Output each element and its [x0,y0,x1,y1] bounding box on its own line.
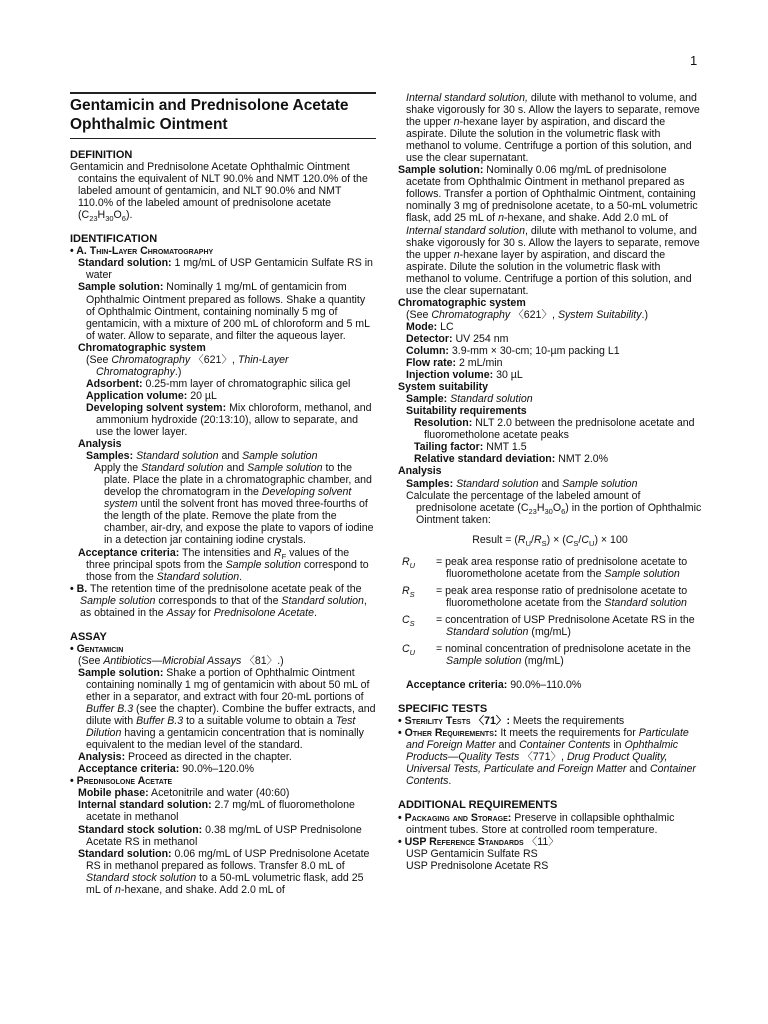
assay-injection-volume: Injection volume: 30 µL [406,369,523,382]
id-a-adsorbent: Adsorbent: 0.25-mm layer of chromatographic silica gel [86,377,351,390]
definition-heading: DEFINITION [70,149,133,161]
assay-detector: Detector: UV 254 nm [406,332,509,345]
assay-prednisolone-heading: • Prednisolone Acetate [70,775,173,788]
assay-suit-requirements: Suitability requirements [406,405,527,418]
id-b: • B. The retention time of the prednisolone acetate peak of the Sample solution corresponds to that of the Standard solution, as obtained in the Assay for Prednisolone Acetate. [70,582,367,619]
id-a-application-volume: Application volume: 20 µL [86,389,217,402]
assay-pred-acceptance: Acceptance criteria: 90.0%–110.0% [406,679,582,692]
definition-row: $R_S$ = peak area response ratio of prednisolone acetate to fluorometholone acetate from the Standard solution [402,584,688,609]
other-requirements: • Other Requirements: It meets the requirements for Particulate and Foreign Matter and Container Contents in Ophthalmic Products—Quality Tests 〈771〉, Drug Product Quality, Universal Tests, Particulate and Foreign Matter and Container Contents. [398,727,696,788]
id-a-chrom-see: (See Chromatography 〈621〉, Thin-Layer Chromatography.) [86,353,289,378]
right-column [398,92,702,872]
definition-row: $R_U$ = peak area response ratio of prednisolone acetate to fluorometholone acetate from the Sample solution [402,555,688,580]
definition-row: $C_S$ = concentration of USP Prednisolone Acetate RS in the Standard solution (mg/mL) [402,613,695,638]
assay-tailing: Tailing factor: NMT 1.5 [414,441,527,454]
assay-chrom-system: Chromatographic system [398,296,526,309]
specific-tests-heading: SPECIFIC TESTS [398,703,488,716]
assay-standard-solution-part1: Standard solution: 0.06 mg/mL of USP Prednisolone Acetate RS in methanol prepared as follows. Transfer 8.0 mL of Standard stock solution to a 50-mL volumetric flask, add 25 mL of n-hexane, and shake. Add 2.0 mL of [78,847,370,896]
assay-pred-sample: Sample solution: Nominally 0.06 mg/mL of prednisolone acetate from Ophthalmic Ointment in methanol prepared as follows. Transfer a portion of Ophthalmic Ointment, containing nominally 3 mg of prednisolone acetate, to a 50-mL volumetric flask, add 25 mL of n-hexane, and shake. Add 2.0 mL of Internal standard solution, dilute with methanol to volume, and shake vigorously for 30 s. Allow the layers to separate, remove the upper n-hexane layer by aspiration, and discard the aspirate. Dilute the solution in the volumetric flask with methanol to volume. Centrifuge a portion of this solution, and use the clear supernatant. [398,164,700,297]
assay-system-suitability: System suitability [398,381,489,394]
id-a-standard-solution: Standard solution: 1 mg/mL of USP Gentamicin Sulfate RS in water [78,257,373,282]
definition-text: Gentamicin and Prednisolone Acetate Ophthalmic Ointment contains the equivalent of NLT 90.0% and NMT 120.0% of the labeled amount of gentamicin, and NLT 90.0% and NMT 110.0% of the labeled amount of prednisolone acetate $(C_{23}H_{30}O_6)$. [70,161,368,224]
assay-definitions [398,556,702,667]
id-a-acceptance: Acceptance criteria: The intensities and $R_F$ values of the three principal spots from the Sample solution correspond to those from the Standard solution. [78,546,369,583]
assay-flow-rate: Flow rate: 2 mL/min [406,357,503,370]
reference-standard-item: USP Gentamicin Sulfate RS [406,847,538,860]
packaging-storage: • Packaging and Storage: Preserve in collapsible ophthalmic ointment tubes. Store at controlled room temperature. [398,811,675,836]
assay-rsd: Relative standard deviation: NMT 2.0% [414,453,609,466]
assay-calculate: Calculate the percentage of the labeled amount of prednisolone acetate $(C_{23}H_{30}O_6)$ in the portion of Ophthalmic Ointment taken: [406,489,702,526]
assay-samples: Samples: Standard solution and Sample solution [406,477,638,490]
assay-gent-see: (See Antibiotics—Microbial Assays 〈81〉.) [78,654,284,667]
id-a-chrom-system: Chromatographic system [78,341,206,354]
left-column [70,92,376,896]
assay-analysis: Analysis [398,465,442,478]
reference-standard-item: USP Prednisolone Acetate RS [406,859,549,872]
id-a-sample-solution: Sample solution: Nominally 1 mg/mL of gentamicin from Ophthalmic Ointment prepared as follows. Shake a quantity of Ophthalmic Ointment, containing nominally 5 mg of gentamicin, with a mixture of 200 mL of chloroform and 5 mL of water. Allow to separate, and filter the aqueous layer. [78,281,370,342]
assay-suit-sample: Sample: Standard solution [406,393,533,406]
page-number: 1 [690,53,698,68]
assay-resolution: Resolution: NLT 2.0 between the prednisolone acetate and fluorometholone acetate peaks [414,417,695,442]
assay-standard-stock: Standard stock solution: 0.38 mg/mL of USP Prednisolone Acetate RS in methanol [78,823,362,848]
id-a-heading: • A. Thin-Layer Chromatography [70,245,214,258]
assay-gent-analysis: Analysis: Proceed as directed in the chapter. [78,751,292,764]
definition-row: $C_U$ = nominal concentration of prednisolone acetate in the Sample solution (mg/mL) [402,643,691,668]
id-a-developing-solvent: Developing solvent system: Mix chloroform, methanol, and ammonium hydroxide (20:13:10), allow to separate, and use the lower layer. [86,401,372,439]
assay-standard-solution-part2: Internal standard solution, dilute with methanol to volume, and shake vigorously for 30 s. Allow the layers to separate, remove the upper n-hexane layer by aspiration, and discard the aspirate. Dilute the solution in the volumetric flask with methanol to volume. Centrifuge a portion of this solution, and use the clear supernatant. [406,92,700,165]
assay-gentamicin-heading: • Gentamicin [70,642,124,655]
usp-reference-standards: • USP Reference Standards 〈11〉 [398,835,559,848]
assay-column: Column: 3.9-mm × 30-cm; 10-µm packing L1 [406,344,620,357]
assay-mobile-phase: Mobile phase: Acetonitrile and water (40:60) [78,787,290,800]
identification-heading: IDENTIFICATION [70,233,158,246]
assay-internal-standard: Internal standard solution: 2.7 mg/mL of fluorometholone acetate in methanol [78,799,355,824]
assay-gent-acceptance: Acceptance criteria: 90.0%–120.0% [78,763,255,776]
assay-chrom-see: (See Chromatography 〈621〉, System Suitability.) [406,308,649,321]
sterility-tests: • Sterility Tests 〈71〉: Meets the requirements [398,715,625,728]
assay-mode: Mode: LC [406,320,454,333]
additional-requirements-heading: ADDITIONAL REQUIREMENTS [398,799,558,812]
assay-heading: ASSAY [70,630,107,643]
id-a-samples: Samples: Standard solution and Sample solution [86,450,318,463]
id-a-procedure: Apply the Standard solution and Sample solution to the plate. Place the plate in a chromatographic chamber, and develop the chromatogram in the Developing solvent system until the solvent front has moved three-fourths of the length of the plate. Remove the plate from the chamber, air-dry, and expose the plate to vapors of iodine in a detection jar containing iodine crystals. [94,462,374,547]
assay-result-formula: Result = $(R_U/R_S) \times (C_S/C_U) \times 100$ [472,533,628,548]
monograph-title: Gentamicin and Prednisolone Acetate Ophthalmic Ointment [70,92,376,139]
id-a-analysis: Analysis [78,438,122,451]
assay-gent-sample: Sample solution: Shake a portion of Ophthalmic Ointment containing nominally 1 mg of gentamicin with about 50 mL of ether in a separator, and extract with four 20-mL portions of Buffer B.3 (see the chapter). Combine the buffer extracts, and dilute with Buffer B.3 to a suitable volume to obtain a Test Dilution having a gentamicin concentration that is nominally equivalent to the median level of the standard. [78,666,376,752]
